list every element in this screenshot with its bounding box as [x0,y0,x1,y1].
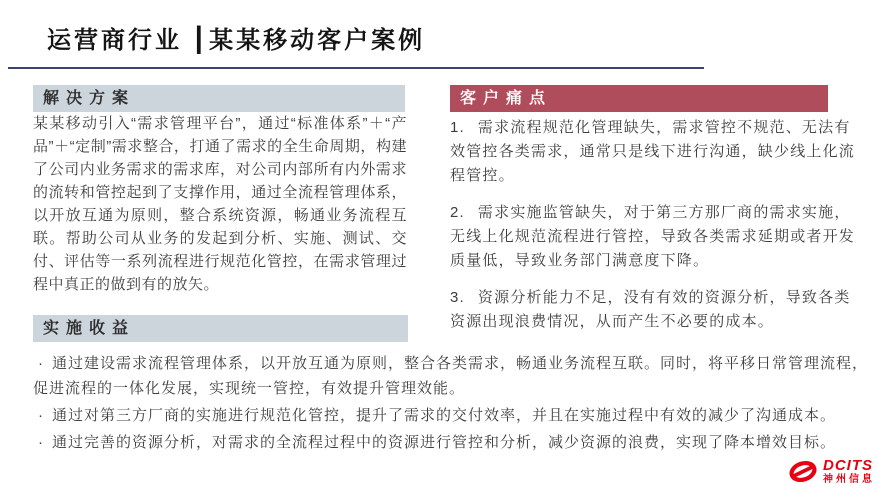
dcits-swoosh-icon [788,460,818,483]
pain-point-text: 需求实施监管缺失，对于第三方那厂商的需求实施，无线上化规范流程进行管控，导致各类需求延期或者开发质量低，导致业务部门满意度下降。 [450,204,856,269]
solution-section-header: 解决方案 [33,85,405,112]
bullet-marker: · [38,434,44,451]
pain-point-number: 3. [450,289,465,306]
logo-text [823,458,875,485]
benefits-list [33,351,877,457]
logo-brand-text: DCITS [823,457,873,474]
dcits-logo [788,458,875,485]
pain-points-section-header: 客户痛点 [450,85,828,112]
logo-brand-chinese: 神州信息 [823,474,875,485]
benefit-item [33,430,877,455]
benefit-item [33,351,877,401]
pain-point-text: 需求流程规范化管理缺失，需求管控不规范、无法有效管控各类需求，通常只是线下进行沟通，缺少线上化流程管控。 [450,119,856,184]
pain-point-item [450,201,860,273]
pain-points-list [450,116,860,347]
page-title: 运营商行业 ┃某某移动客户案例 [47,27,426,54]
pain-point-item [450,116,860,188]
pain-point-text: 资源分析能力不足，没有有效的资源分析，导致各类资源出现浪费情况，从而产生不必要的成本。 [450,289,851,330]
pain-point-number: 1. [450,119,465,136]
bullet-marker: · [38,355,44,372]
benefit-text: 通过建设需求流程管理体系，以开放互通为原则，整合各类需求，畅通业务流程互联。同时，将平移日常管理流程，促进流程的一体化发展，实现统一管控，有效提升管理效能。 [33,355,869,397]
benefit-item [33,403,877,428]
pain-point-item [450,286,860,334]
title-underline [8,67,704,69]
benefit-text: 通过完善的资源分析，对需求的全流程过程中的资源进行管控和分析，减少资源的浪费，实现了降本增效目标。 [52,434,837,451]
benefit-text: 通过对第三方厂商的实施进行规范化管控，提升了需求的交付效率，并且在实施过程中有效的减少了沟通成本。 [52,407,837,424]
solution-body: 某某移动引入“需求管理平台”，通过“标准体系”＋“产品”＋“定制”需求整合，打通了需求的全生命周期，构建了公司内业务需求的需求库，对公司内部所有内外需求的流转和管控起到了支撑作用，通过全流程管理体系，以开放互通为原则，整合系统资源，畅通业务流程互联。帮助公司从业务的发起到分析、实施、测试、交付、评估等一系列流程进行规范化管控，在需求管理过程中真正的做到有的放矢。 [33,115,407,293]
bullet-marker: · [38,407,44,424]
benefits-section-header: 实施收益 [33,315,408,342]
pain-point-number: 2. [450,204,465,221]
